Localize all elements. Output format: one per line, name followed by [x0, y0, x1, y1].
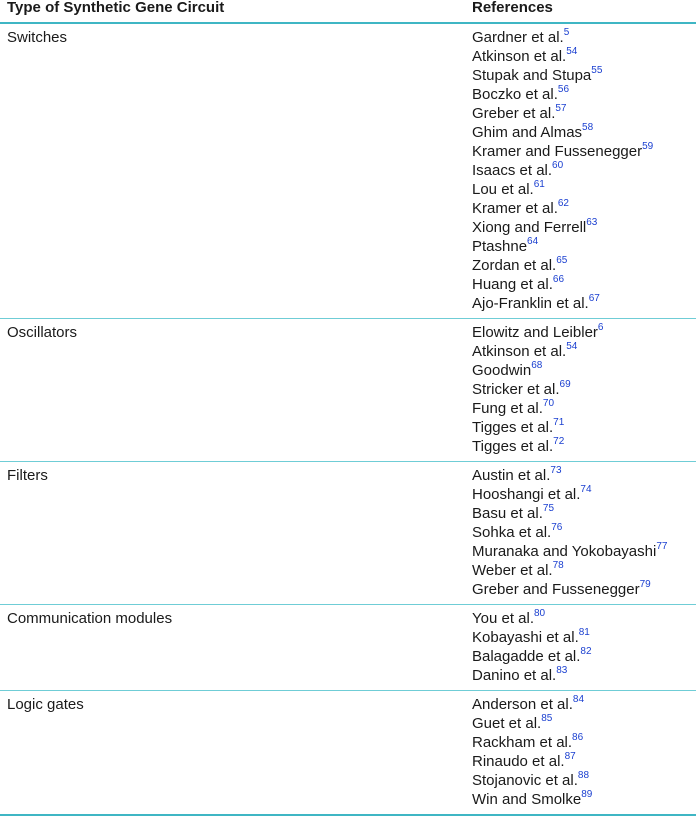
reference-item — [472, 180, 696, 199]
reference-authors: Ghim and Almas — [472, 124, 583, 141]
reference-citation-link[interactable]: 67 — [588, 293, 600, 304]
reference-citation-link[interactable]: 57 — [555, 103, 567, 114]
reference-list — [472, 609, 696, 685]
reference-item — [472, 609, 696, 628]
reference-list — [472, 323, 696, 456]
reference-authors: Win and Smolke — [472, 791, 582, 808]
reference-citation-link[interactable]: 75 — [542, 503, 555, 514]
reference-item — [472, 580, 696, 599]
reference-authors: Boczko et al. — [472, 86, 558, 103]
table-row — [0, 319, 696, 462]
reference-item — [472, 28, 696, 47]
circuit-type: Communication modules — [7, 610, 173, 627]
reference-authors: Austin et al. — [472, 467, 551, 484]
header-references: References — [472, 0, 553, 16]
header-type: Type of Synthetic Gene Circuit — [7, 0, 225, 16]
reference-authors: Elowitz and Leibler — [472, 324, 598, 341]
reference-authors: Goodwin — [472, 362, 532, 379]
reference-authors: Kramer and Fussenegger — [472, 143, 643, 160]
reference-citation-link[interactable]: 76 — [551, 522, 563, 533]
circuit-type: Switches — [7, 29, 68, 46]
table-header — [0, 0, 696, 24]
circuit-type: Filters — [7, 467, 48, 484]
reference-item — [472, 399, 696, 418]
reference-citation-link[interactable]: 77 — [656, 541, 668, 552]
reference-item — [472, 218, 696, 237]
reference-authors: Zordan et al. — [472, 257, 557, 274]
table-row — [0, 691, 696, 816]
reference-authors: Atkinson et al. — [472, 343, 567, 360]
reference-authors: Guet et al. — [472, 715, 542, 732]
reference-list — [472, 28, 696, 313]
reference-item — [472, 342, 696, 361]
circuit-type: Logic gates — [7, 696, 84, 713]
reference-citation-link[interactable]: 5 — [563, 27, 570, 38]
reference-item — [472, 161, 696, 180]
reference-authors: Kramer et al. — [472, 200, 558, 217]
reference-citation-link[interactable]: 61 — [533, 179, 545, 190]
reference-item — [472, 237, 696, 256]
reference-authors: Tigges et al. — [472, 438, 554, 455]
reference-authors: Kobayashi et al. — [472, 629, 579, 646]
reference-item — [472, 142, 696, 161]
reference-item — [472, 485, 696, 504]
reference-citation-link[interactable]: 62 — [557, 198, 569, 209]
reference-item — [472, 294, 696, 313]
reference-citation-link[interactable]: 89 — [581, 789, 593, 800]
table-body — [0, 24, 696, 816]
reference-authors: Atkinson et al. — [472, 48, 567, 65]
reference-item — [472, 733, 696, 752]
reference-authors: Fung et al. — [472, 400, 543, 417]
reference-authors: Isaacs et al. — [472, 162, 553, 179]
reference-authors: Danino et al. — [472, 667, 557, 684]
reference-authors: Ptashne — [472, 238, 528, 255]
reference-citation-link[interactable]: 70 — [542, 398, 555, 409]
reference-citation-link[interactable]: 6 — [597, 322, 604, 333]
reference-item — [472, 466, 696, 485]
reference-citation-link[interactable]: 80 — [534, 608, 546, 619]
reference-item — [472, 380, 696, 399]
reference-citation-link[interactable]: 88 — [577, 770, 590, 781]
reference-citation-link[interactable]: 87 — [564, 751, 576, 762]
reference-citation-link[interactable]: 54 — [566, 341, 578, 352]
reference-authors: You et al. — [472, 610, 534, 627]
reference-citation-link[interactable]: 78 — [552, 560, 564, 571]
reference-citation-link[interactable]: 71 — [553, 417, 565, 428]
reference-citation-link[interactable]: 54 — [566, 46, 578, 57]
reference-item — [472, 542, 696, 561]
reference-list — [472, 695, 696, 809]
reference-item — [472, 647, 696, 666]
reference-citation-link[interactable]: 66 — [552, 274, 565, 285]
reference-item — [472, 790, 696, 809]
reference-item — [472, 361, 696, 380]
reference-item — [472, 771, 696, 790]
reference-citation-link[interactable]: 72 — [553, 436, 565, 447]
table-row — [0, 462, 696, 605]
reference-authors: Greber and Fussenegger — [472, 581, 640, 598]
reference-authors: Basu et al. — [472, 505, 543, 522]
reference-authors: Sohka et al. — [472, 524, 552, 541]
reference-item — [472, 85, 696, 104]
reference-citation-link[interactable]: 69 — [559, 379, 571, 390]
reference-citation-link[interactable]: 56 — [557, 84, 570, 95]
reference-authors: Gardner et al. — [472, 29, 564, 46]
reference-citation-link[interactable]: 83 — [556, 665, 568, 676]
reference-citation-link[interactable]: 81 — [578, 627, 590, 638]
reference-authors: Lou et al. — [472, 181, 534, 198]
reference-item — [472, 714, 696, 733]
reference-item — [472, 275, 696, 294]
reference-item — [472, 504, 696, 523]
reference-item — [472, 695, 696, 714]
reference-authors: Greber et al. — [472, 105, 556, 122]
reference-citation-link[interactable]: 65 — [556, 255, 568, 266]
table-row — [0, 605, 696, 691]
reference-citation-link[interactable]: 60 — [552, 160, 564, 171]
reference-authors: Stupak and Stupa — [472, 67, 592, 84]
reference-item — [472, 437, 696, 456]
reference-item — [472, 561, 696, 580]
reference-citation-link[interactable]: 55 — [591, 65, 603, 76]
reference-authors: Ajo-Franklin et al. — [472, 295, 589, 312]
reference-authors: Muranaka and Yokobayashi — [472, 543, 657, 560]
reference-item — [472, 752, 696, 771]
reference-authors: Xiong and Ferrell — [472, 219, 587, 236]
reference-citation-link[interactable]: 74 — [580, 484, 592, 495]
reference-item — [472, 66, 696, 85]
reference-citation-link[interactable]: 63 — [586, 217, 598, 228]
reference-citation-link[interactable]: 84 — [572, 694, 585, 705]
reference-citation-link[interactable]: 59 — [642, 141, 654, 152]
reference-item — [472, 47, 696, 66]
reference-authors: Stricker et al. — [472, 381, 560, 398]
reference-citation-link[interactable]: 79 — [639, 579, 651, 590]
reference-citation-link[interactable]: 73 — [550, 465, 562, 476]
reference-authors: Weber et al. — [472, 562, 553, 579]
reference-authors: Huang et al. — [472, 276, 553, 293]
reference-citation-link[interactable]: 64 — [527, 236, 539, 247]
reference-authors: Anderson et al. — [472, 696, 573, 713]
reference-item — [472, 256, 696, 275]
reference-authors: Rackham et al. — [472, 734, 573, 751]
reference-citation-link[interactable]: 85 — [541, 713, 553, 724]
reference-authors: Hooshangi et al. — [472, 486, 581, 503]
table-row — [0, 24, 696, 319]
reference-item — [472, 523, 696, 542]
reference-authors: Balagadde et al. — [472, 648, 581, 665]
reference-item — [472, 199, 696, 218]
circuit-type: Oscillators — [7, 324, 78, 341]
reference-item — [472, 418, 696, 437]
reference-item — [472, 323, 696, 342]
reference-list — [472, 466, 696, 599]
reference-citation-link[interactable]: 86 — [572, 732, 584, 743]
reference-authors: Stojanovic et al. — [472, 772, 578, 789]
reference-item — [472, 104, 696, 123]
reference-citation-link[interactable]: 58 — [582, 122, 594, 133]
reference-item — [472, 628, 696, 647]
reference-citation-link[interactable]: 82 — [580, 646, 592, 657]
reference-authors: Rinaudo et al. — [472, 753, 565, 770]
reference-item — [472, 123, 696, 142]
reference-item — [472, 666, 696, 685]
reference-authors: Tigges et al. — [472, 419, 554, 436]
reference-citation-link[interactable]: 68 — [531, 360, 543, 371]
